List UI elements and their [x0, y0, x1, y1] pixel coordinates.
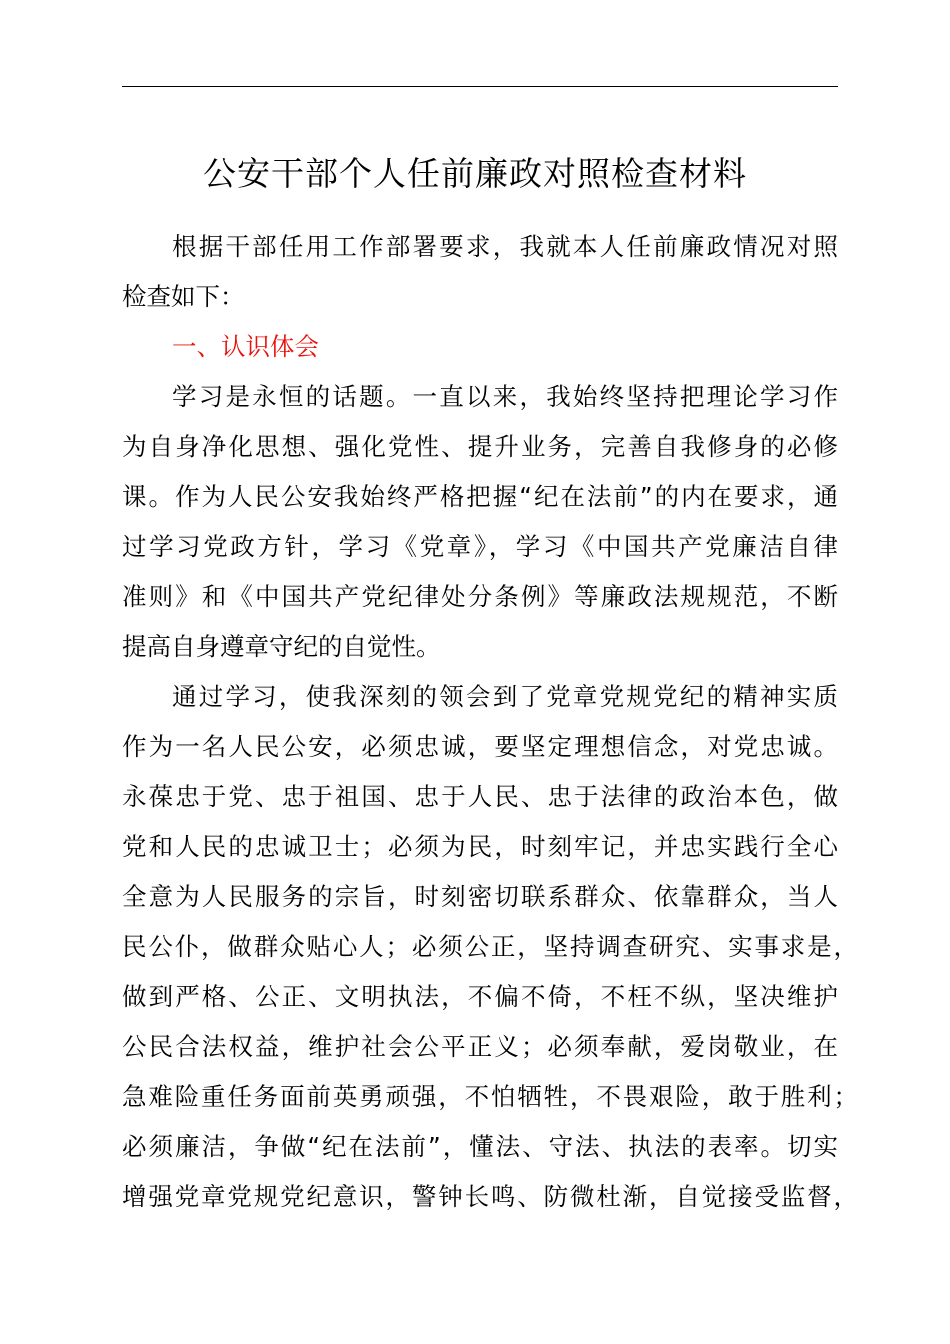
paragraph-line: 民公仆，做群众贴心人；必须公正，坚持调查研究、实事求是， — [122, 932, 858, 961]
paragraph-line: 作为一名人民公安，必须忠诚，要坚定理想信念，对党忠诚。 — [122, 732, 838, 761]
paragraph-line: 检查如下： — [122, 282, 245, 311]
paragraph-line: 根据干部任用工作部署要求，我就本人任前廉政情况对照 — [172, 232, 838, 261]
paragraph-line: 党和人民的忠诚卫士；必须为民，时刻牢记，并忠实践行全心 — [122, 832, 838, 861]
paragraph-line: 提高自身遵章守纪的自觉性。 — [122, 632, 441, 661]
paragraph-line: 全意为人民服务的宗旨，时刻密切联系群众、依靠群众，当人 — [122, 882, 838, 911]
paragraph-line: 做到严格、公正、文明执法，不偏不倚，不枉不纵，坚决维护 — [122, 982, 838, 1011]
header-rule — [122, 86, 838, 87]
paragraph-line: 课。作为人民公安我始终严格把握“纪在法前”的内在要求，通 — [122, 482, 838, 511]
paragraph-line: 必须廉洁，争做“纪在法前”，懂法、守法、执法的表率。切实 — [122, 1132, 838, 1161]
paragraph-line: 准则》和《中国共产党纪律处分条例》等廉政法规规范，不断 — [122, 582, 838, 611]
paragraph-line: 通过学习，使我深刻的领会到了党章党规党纪的精神实质 — [172, 682, 838, 711]
paragraph-line: 急难险重任务面前英勇顽强，不怕牺牲，不畏艰险，敢于胜利； — [122, 1082, 858, 1111]
paragraph-line: 过学习党政方针，学习《党章》，学习《中国共产党廉洁自律 — [122, 532, 838, 561]
paragraph-line: 增强党章党规党纪意识，警钟长鸣、防微杜渐，自觉接受监督， — [122, 1182, 858, 1211]
paragraph-line: 公民合法权益，维护社会公平正义；必须奉献，爱岗敬业，在 — [122, 1032, 838, 1061]
paragraph-line: 永葆忠于党、忠于祖国、忠于人民、忠于法律的政治本色，做 — [122, 782, 838, 811]
section-heading: 一、认识体会 — [172, 332, 319, 361]
document-title: 公安干部个人任前廉政对照检查材料 — [203, 154, 747, 193]
paragraph-line: 为自身净化思想、强化党性、提升业务，完善自我修身的必修 — [122, 432, 838, 461]
paragraph-line: 学习是永恒的话题。一直以来，我始终坚持把理论学习作 — [172, 382, 838, 411]
